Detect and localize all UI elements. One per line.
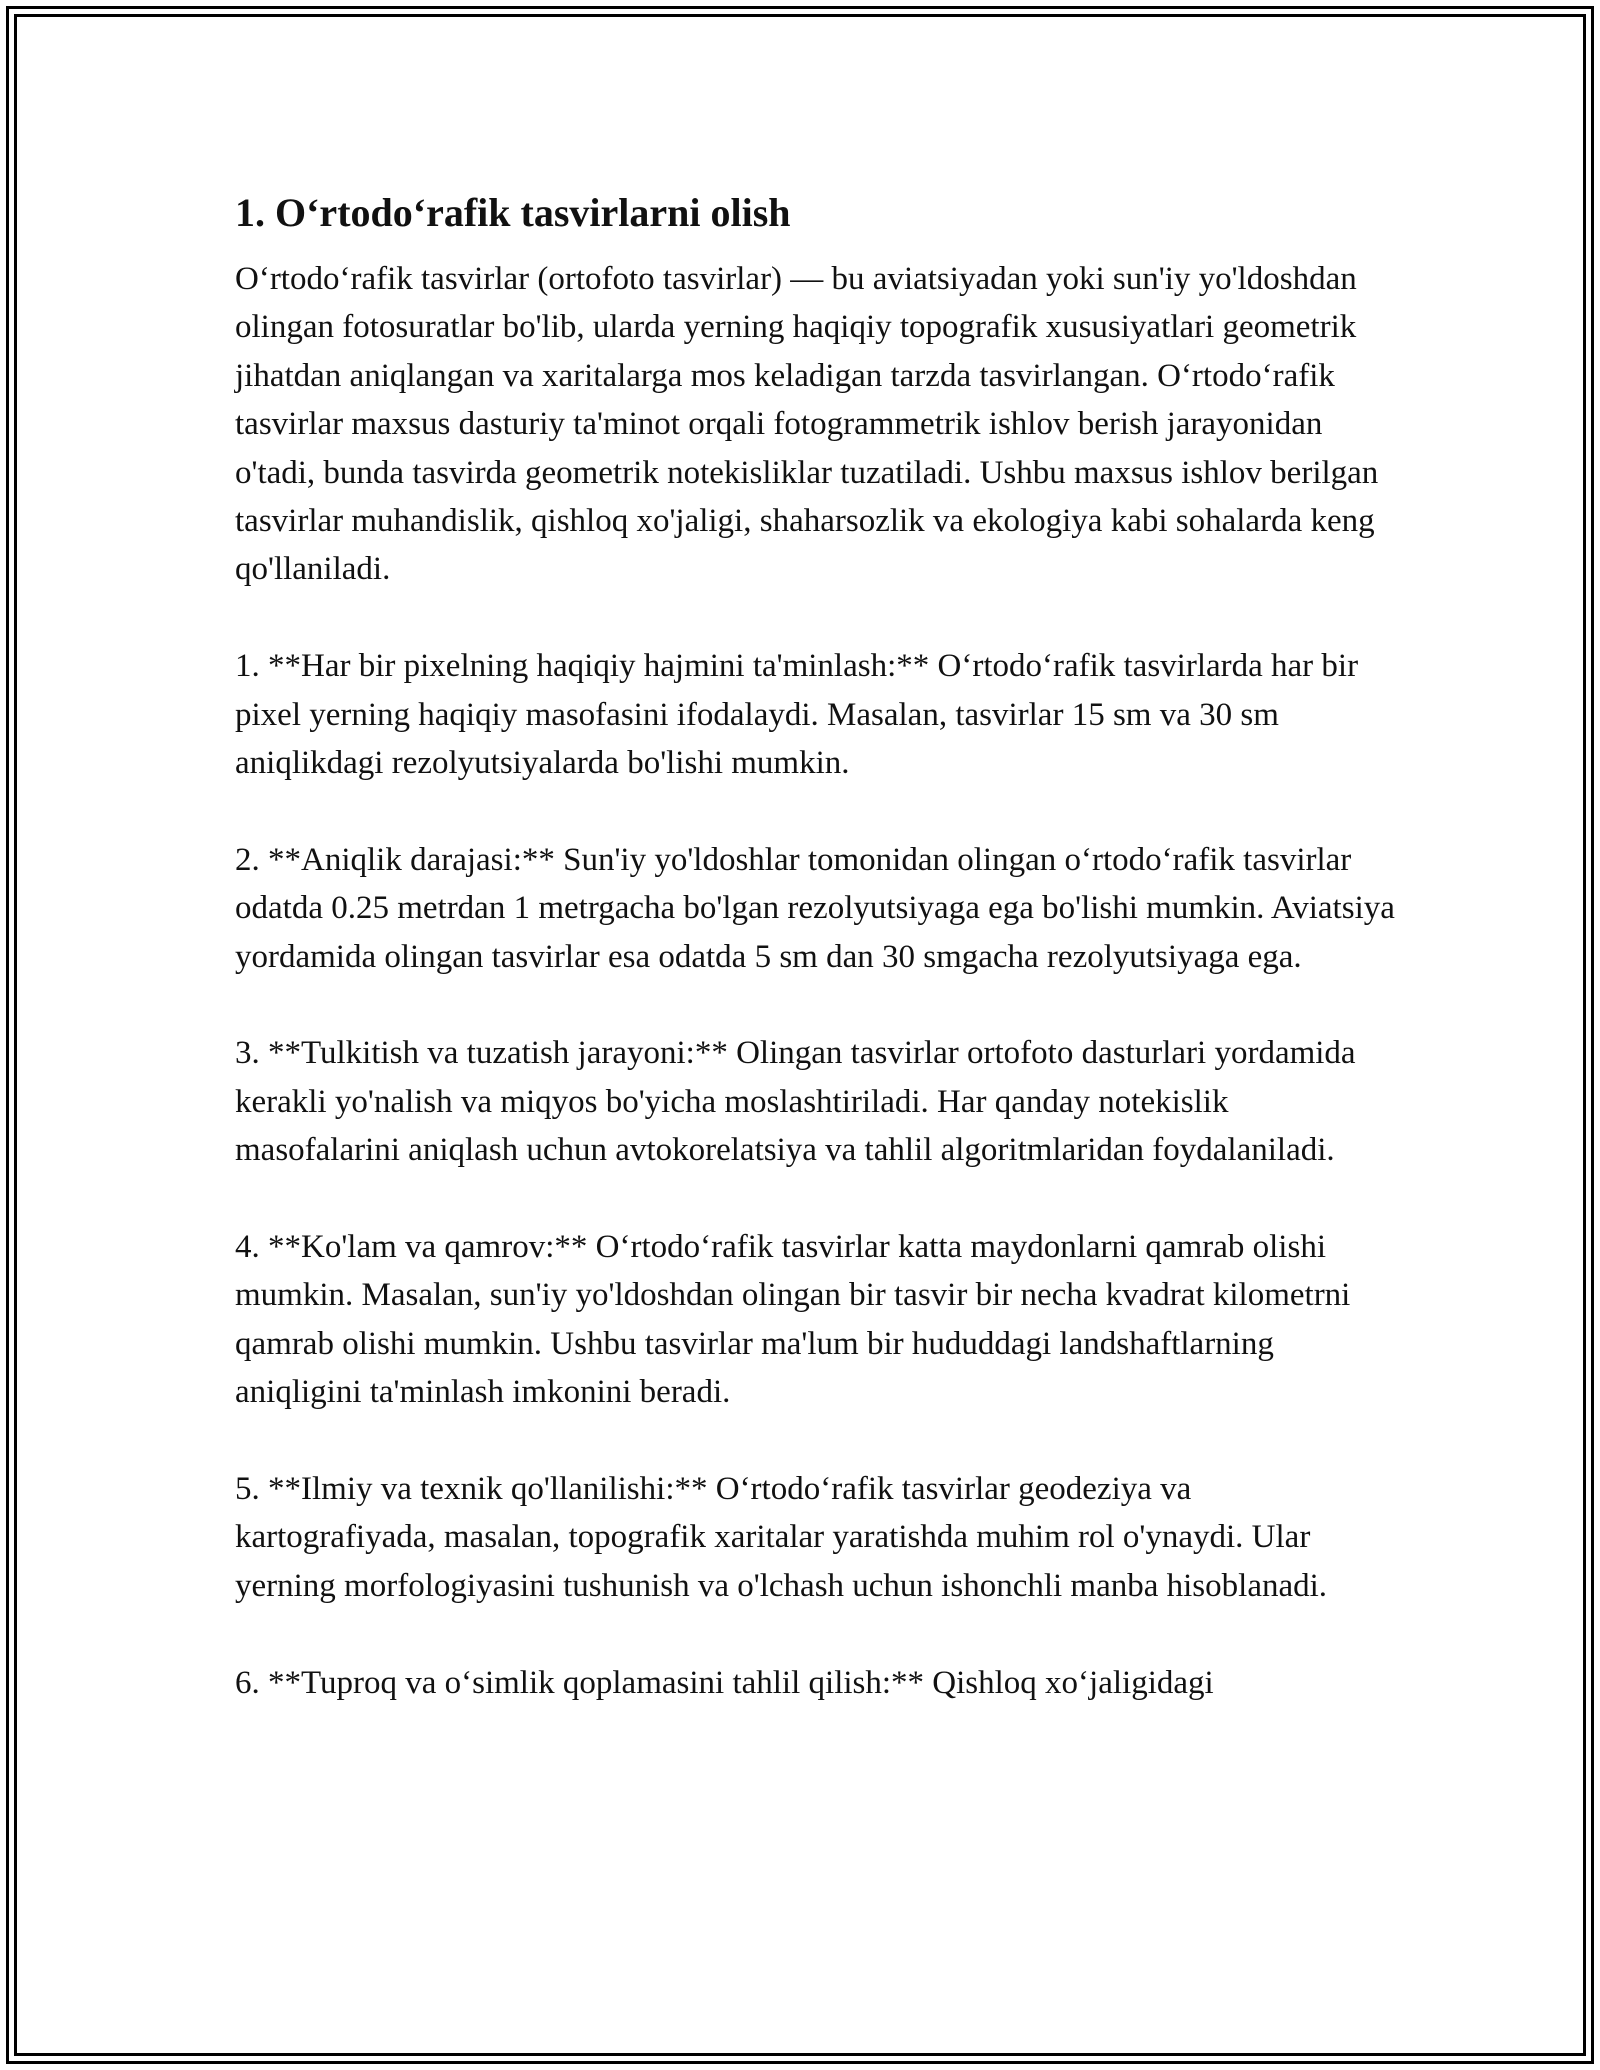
list-item-5: 5. **Ilmiy va texnik qo'llanilishi:** O‘rtodo‘rafik tasvirlar geodeziya va kartografiyada, masalan, topografik xaritalar yaratishda muhim rol o'ynaydi. Ular yerning morfologiyasini tushunish va o'lchash uchun ishonchli manba hisoblanadi. <box>235 1471 1328 1604</box>
list-item-1: 1. **Har bir pixelning haqiqiy hajmini ta'minlash:** O‘rtodo‘rafik tasvirlarda har bir pixel yerning haqiqiy masofasini ifodalaydi. Masalan, tasvirlar 15 sm va 30 sm aniqlikdagi rezolyutsiyalarda bo'lishi mumkin. <box>235 648 1359 782</box>
list-item-3: 3. **Tulkitish va tuzatish jarayoni:** Olingan tasvirlar ortofoto dasturlari yordamida kerakli yo'nalish va miqyos bo'yicha moslashtiriladi. Har qanday notekislik masofalarini aniqlash uchun avtokorelatsiya va tahlil algoritmlaridan foydalaniladi. <box>235 1035 1356 1169</box>
list-item-2: 2. **Aniqlik darajasi:** Sun'iy yo'ldoshlar tomonidan olingan o‘rtodo‘rafik tasvirlar odatda 0.25 metrdan 1 metrgacha bo'lgan rezolyutsiyaga ega bo'lishi mumkin. Aviatsiya yordamida olingan tasvirlar esa odatda 5 sm dan 30 smgacha rezolyutsiyaga ega. <box>235 841 1395 975</box>
document-body <box>235 185 1395 1755</box>
intro-paragraph: O‘rtodo‘rafik tasvirlar (ortofoto tasvirlar) — bu aviatsiyadan yoki sun'iy yo'ldoshdan olingan fotosuratlar bo'lib, ularda yerning haqiqiy topografik xususiyatlari geometrik jihatdan aniqlangan va xaritalarga mos keladigan tarzda tasvirlangan. O‘rtodo‘rafik tasvirlar maxsus dasturiy ta'minot orqali fotogrammetrik ishlov berish jarayonidan o'tadi, bunda tasvirda geometrik notekisliklar tuzatiladi. Ushbu maxsus ishlov berilgan tasvirlar muhandislik, qishloq xo'jaligi, shaharsozlik va ekologiya kabi sohalarda keng qo'llaniladi. <box>235 261 1379 588</box>
list-item-4: 4. **Ko'lam va qamrov:** O‘rtodo‘rafik tasvirlar katta maydonlarni qamrab olishi mumkin. Masalan, sun'iy yo'ldoshdan olingan bir tasvir bir necha kvadrat kilometrni qamrab olishi mumkin. Ushbu tasvirlar ma'lum bir hududdagi landshaftlarning aniqligini ta'minlash imkonini beradi. <box>235 1229 1351 1411</box>
list-item-6: 6. **Tuproq va o‘simlik qoplamasini tahlil qilish:** Qishloq xo‘jaligidagi <box>235 1664 1214 1701</box>
section-heading: 1. O‘rtodo‘rafik tasvirlarni olish <box>235 190 791 235</box>
